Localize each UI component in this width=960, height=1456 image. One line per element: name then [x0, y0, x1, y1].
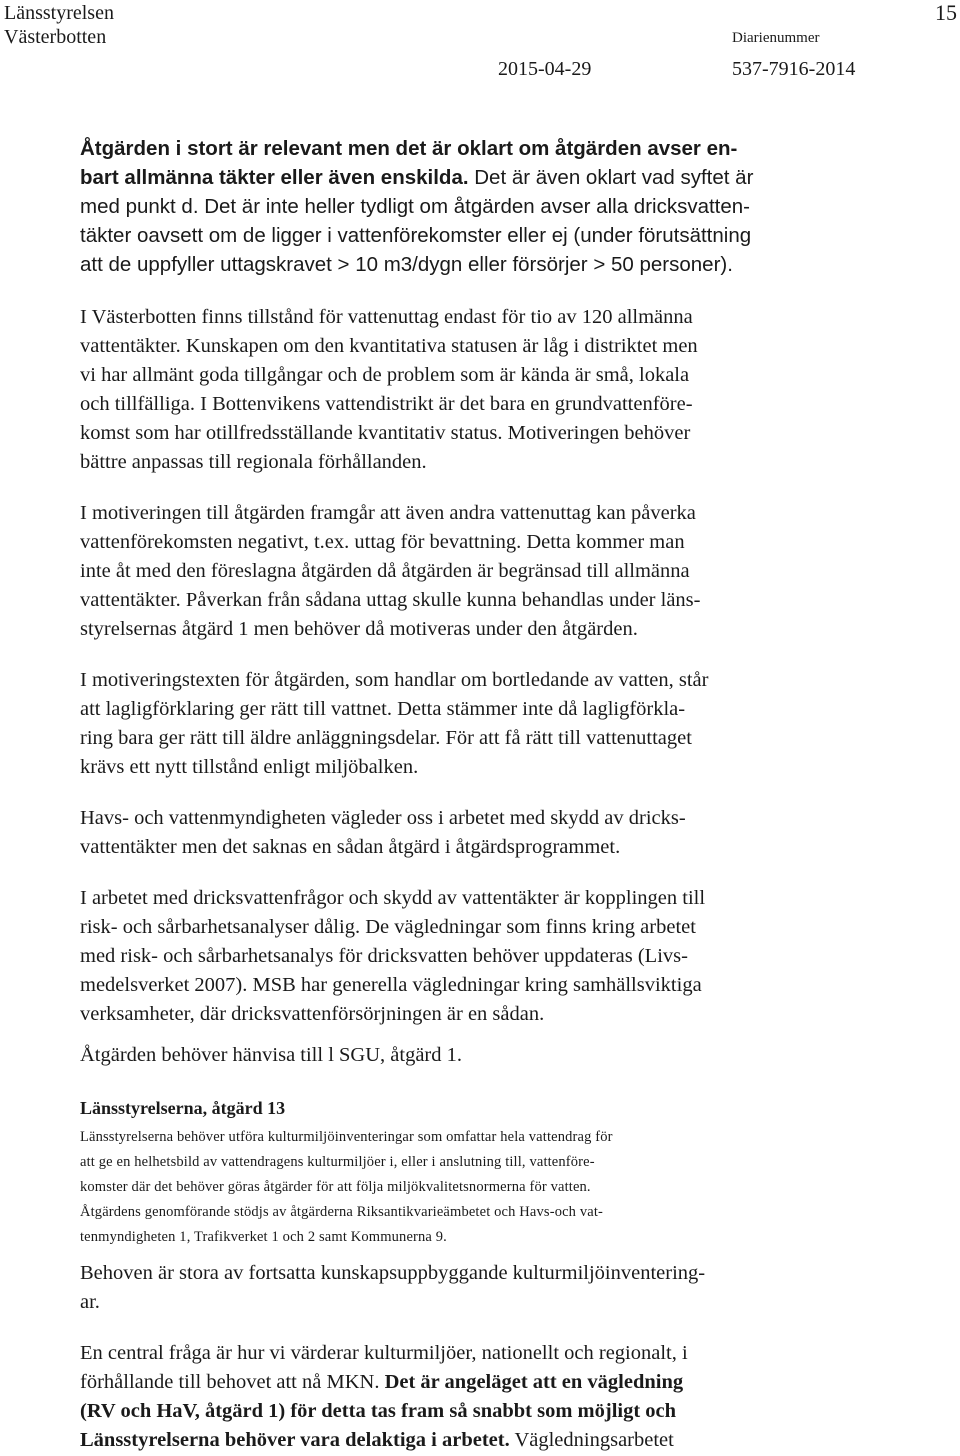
- section-description: [80, 1125, 860, 1250]
- para1-line: täkter oavsett om de ligger i vattenförekomster eller ej (under förutsättning: [80, 224, 752, 247]
- para6-line: med risk- och sårbarhetsanalys för dricksvatten behöver uppdateras (Livs-: [80, 945, 688, 967]
- paragraph-5: [80, 804, 860, 862]
- paragraph-1: [80, 134, 860, 279]
- para1-line: med punkt d. Det är inte heller tydligt om åtgärden avser alla dricksvatten-: [80, 195, 750, 218]
- para4-line: att lagligförklaring ger rätt till vattnet. Detta stämmer inte då lagligförkla-: [80, 698, 686, 720]
- section-small-line: Länsstyrelserna behöver utföra kulturmiljöinventeringar som omfattar hela vattendrag för: [80, 1129, 613, 1145]
- para2-line: komst som har otillfredsställande kvantitativ status. Motiveringen behöver: [80, 422, 691, 444]
- paragraph-8: [80, 1259, 860, 1317]
- para8-line: Behoven är stora av fortsatta kunskapsuppbyggande kulturmiljöinventering-: [80, 1262, 706, 1284]
- document-date: 2015-04-29: [498, 58, 592, 80]
- section-small-line: att ge en helhetsbild av vattendragens kulturmiljöer i, eller i anslutning till, vattenföre-: [80, 1154, 595, 1170]
- section-small-line: komster där det behöver göras åtgärder för att följa miljökvalitetsnormerna för vatten.: [80, 1179, 591, 1195]
- para3-line: inte åt med den föreslagna åtgärden då åtgärden är begränsad till allmänna: [80, 560, 690, 582]
- para4-line: ring bara ger rätt till äldre anläggningsdelar. För att få rätt till vattenuttaget: [80, 727, 692, 749]
- header-org-line1: Länsstyrelsen: [4, 2, 114, 24]
- para9-line: [80, 1426, 860, 1455]
- para1-line: Åtgärden i stort är relevant men det är oklart om åtgärden avser en-: [80, 137, 738, 160]
- para6-line: risk- och sårbarhetsanalyser dålig. De vägledningar som finns kring arbetet: [80, 916, 696, 938]
- para6-line: medelsverket 2007). MSB har generella vägledningar kring samhällsviktiga: [80, 974, 702, 996]
- header-org-line2: Västerbotten: [4, 26, 107, 48]
- para3-line: vattentäkter. Påverkan från sådana uttag skulle kunna behandlas under läns-: [80, 589, 701, 611]
- para3-line: I motiveringen till åtgärden framgår att även andra vattenuttag kan påverka: [80, 502, 696, 524]
- para8-line: ar.: [80, 1291, 100, 1313]
- section-heading: [80, 1094, 860, 1123]
- para7-line: Åtgärden behöver hänvisa till l SGU, åtgärd 1.: [80, 1044, 463, 1066]
- para1-line: att de uppfyller uttagskravet > 10 m3/dygn eller försörjer > 50 personer).: [80, 253, 733, 276]
- section-small-line: tenmyndigheten 1, Trafikverket 1 och 2 samt Kommunerna 9.: [80, 1229, 447, 1245]
- para2-line: vi har allmänt goda tillgångar och de problem som är kända är små, lokala: [80, 364, 690, 386]
- para2-line: vattentäkter. Kunskapen om den kvantitativa statusen är låg i distriktet men: [80, 335, 698, 357]
- para4-line: krävs ett nytt tillstånd enligt miljöbalken.: [80, 756, 419, 778]
- para9-line: (RV och HaV, åtgärd 1) för detta tas fram så snabbt som möjligt och: [80, 1400, 677, 1422]
- para5-line: Havs- och vattenmyndigheten vägleder oss i arbetet med skydd av dricks-: [80, 807, 686, 829]
- para6-line: I arbetet med dricksvattenfrågor och skydd av vattentäkter är kopplingen till: [80, 887, 706, 909]
- para9-line: En central fråga är hur vi värderar kulturmiljöer, nationellt och regionalt, i: [80, 1342, 688, 1364]
- para2-line: bättre anpassas till regionala förhållanden.: [80, 451, 427, 473]
- paragraph-6: [80, 884, 860, 1029]
- para1-fragment: Det är även oklart vad syftet är: [468, 166, 754, 189]
- para9-fragment: Vägledningsarbetet: [509, 1429, 674, 1451]
- paragraph-3: [80, 499, 860, 644]
- para9-fragment: förhållande till behovet att nå MKN.: [80, 1371, 385, 1393]
- para1-line: [80, 163, 860, 192]
- para2-line: I Västerbotten finns tillstånd för vattenuttag endast för tio av 120 allmänna: [80, 306, 693, 328]
- paragraph-4: [80, 666, 860, 782]
- para4-line: I motiveringstexten för åtgärden, som handlar om bortledande av vatten, står: [80, 669, 709, 691]
- para2-line: och tillfälliga. I Bottenvikens vattendistrikt är det bara en grundvattenföre-: [80, 393, 693, 415]
- diarienummer-label: Diarienummer: [732, 30, 820, 46]
- page-number: 15: [935, 0, 957, 25]
- para6-line: verksamheter, där dricksvattenförsörjningen är en sådan.: [80, 1003, 545, 1025]
- paragraph-2: [80, 303, 860, 477]
- para1-bold-fragment: bart allmänna täkter eller även enskilda.: [80, 166, 469, 189]
- case-number: 537-7916-2014: [732, 58, 856, 80]
- section-small-line: Åtgärdens genomförande stödjs av åtgärderna Riksantikvarieämbetet och Havs-och vat-: [80, 1204, 603, 1220]
- section-title: Länsstyrelserna, åtgärd 13: [80, 1098, 286, 1118]
- paragraph-7: [80, 1041, 860, 1070]
- para9-bold-fragment: Länsstyrelserna behöver vara delaktiga i arbetet.: [80, 1429, 510, 1451]
- para9-bold-fragment: Det är angeläget att en vägledning: [384, 1371, 684, 1393]
- para3-line: styrelsernas åtgärd 1 men behöver då motiveras under den åtgärden.: [80, 618, 638, 640]
- para3-line: vattenförekomsten negativt, t.ex. uttag för bevattning. Detta kommer man: [80, 531, 685, 553]
- para5-line: vattentäkter men det saknas en sådan åtgärd i åtgärdsprogrammet.: [80, 836, 621, 858]
- paragraph-9: [80, 1339, 860, 1455]
- para9-line: [80, 1368, 860, 1397]
